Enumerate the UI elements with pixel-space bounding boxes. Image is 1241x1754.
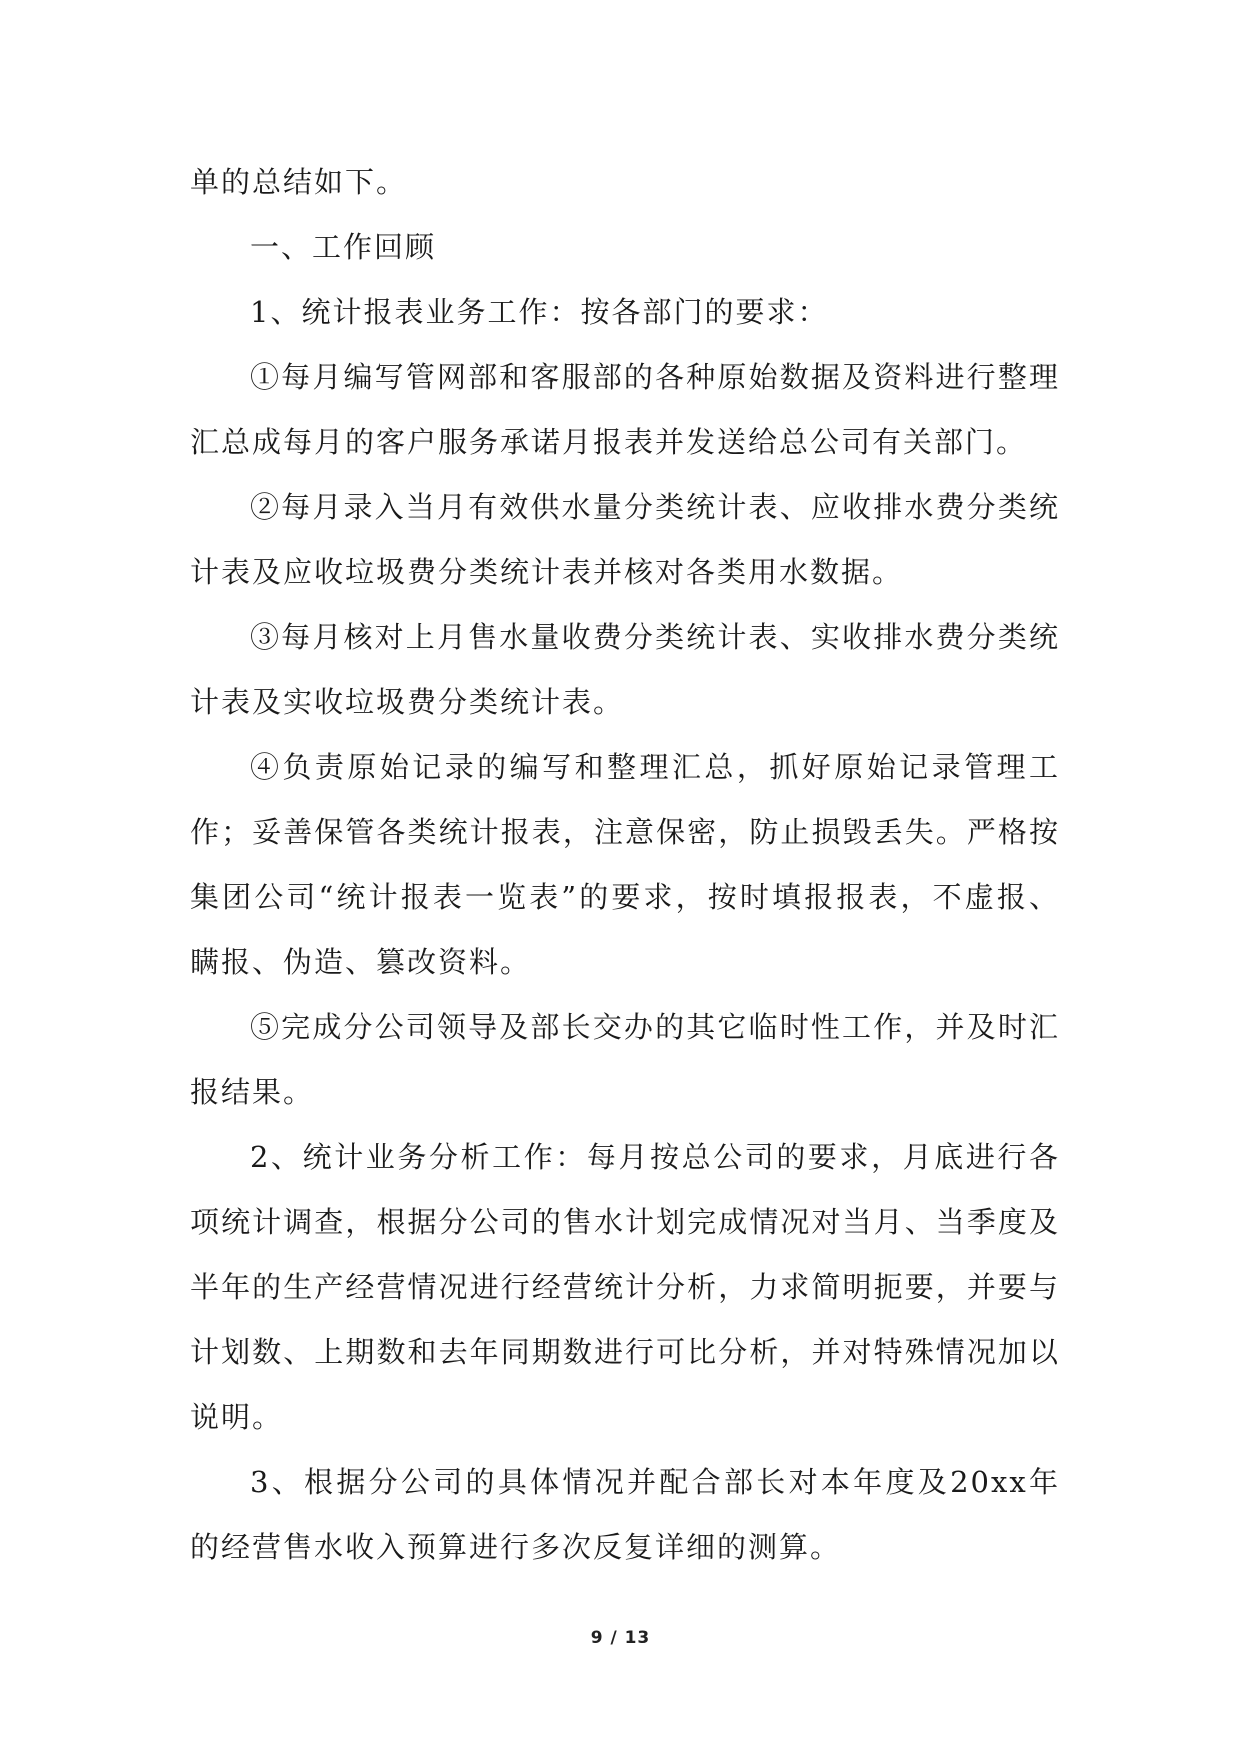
section-heading-work-review: 一、工作回顾 (250, 230, 437, 264)
document-body (190, 150, 1060, 1580)
list-item-3: ③每月核对上月售水量收费分类统计表、实收排水费分类统计表及实收垃圾费分类统计表。 (190, 620, 1060, 719)
paragraph-statistical-reports: 1、统计报表业务工作：按各部门的要求： (250, 295, 829, 329)
paragraph-statistical-analysis: 2、统计业务分析工作：每月按总公司的要求，月底进行各项统计调查，根据分公司的售水计划完成情况对当月、当季度及半年的生产经营情况进行经营统计分析，力求简明扼要，并要与计划数、上期数和去年同期数进行可比分析，并对特殊情况加以说明。 (190, 1140, 1060, 1434)
paragraph-1: 单的总结如下。 (190, 165, 408, 199)
list-item-5: ⑤完成分公司领导及部长交办的其它临时性工作，并及时汇报结果。 (190, 1010, 1060, 1109)
list-item-2: ②每月录入当月有效供水量分类统计表、应收排水费分类统计表及应收垃圾费分类统计表并核对各类用水数据。 (190, 490, 1060, 589)
list-item-1: ①每月编写管网部和客服部的各种原始数据及资料进行整理汇总成每月的客户服务承诺月报表并发送给总公司有关部门。 (190, 360, 1060, 459)
page-number: 9 / 13 (590, 1628, 651, 1648)
paragraph-budget-calculation: 3、根据分公司的具体情况并配合部长对本年度及20xx年的经营售水收入预算进行多次反复详细的测算。 (190, 1465, 1060, 1564)
list-item-4: ④负责原始记录的编写和整理汇总，抓好原始记录管理工作；妥善保管各类统计报表，注意保密，防止损毁丢失。严格按集团公司“统计报表一览表”的要求，按时填报报表，不虚报、瞒报、伪造、篡改资料。 (190, 750, 1060, 979)
